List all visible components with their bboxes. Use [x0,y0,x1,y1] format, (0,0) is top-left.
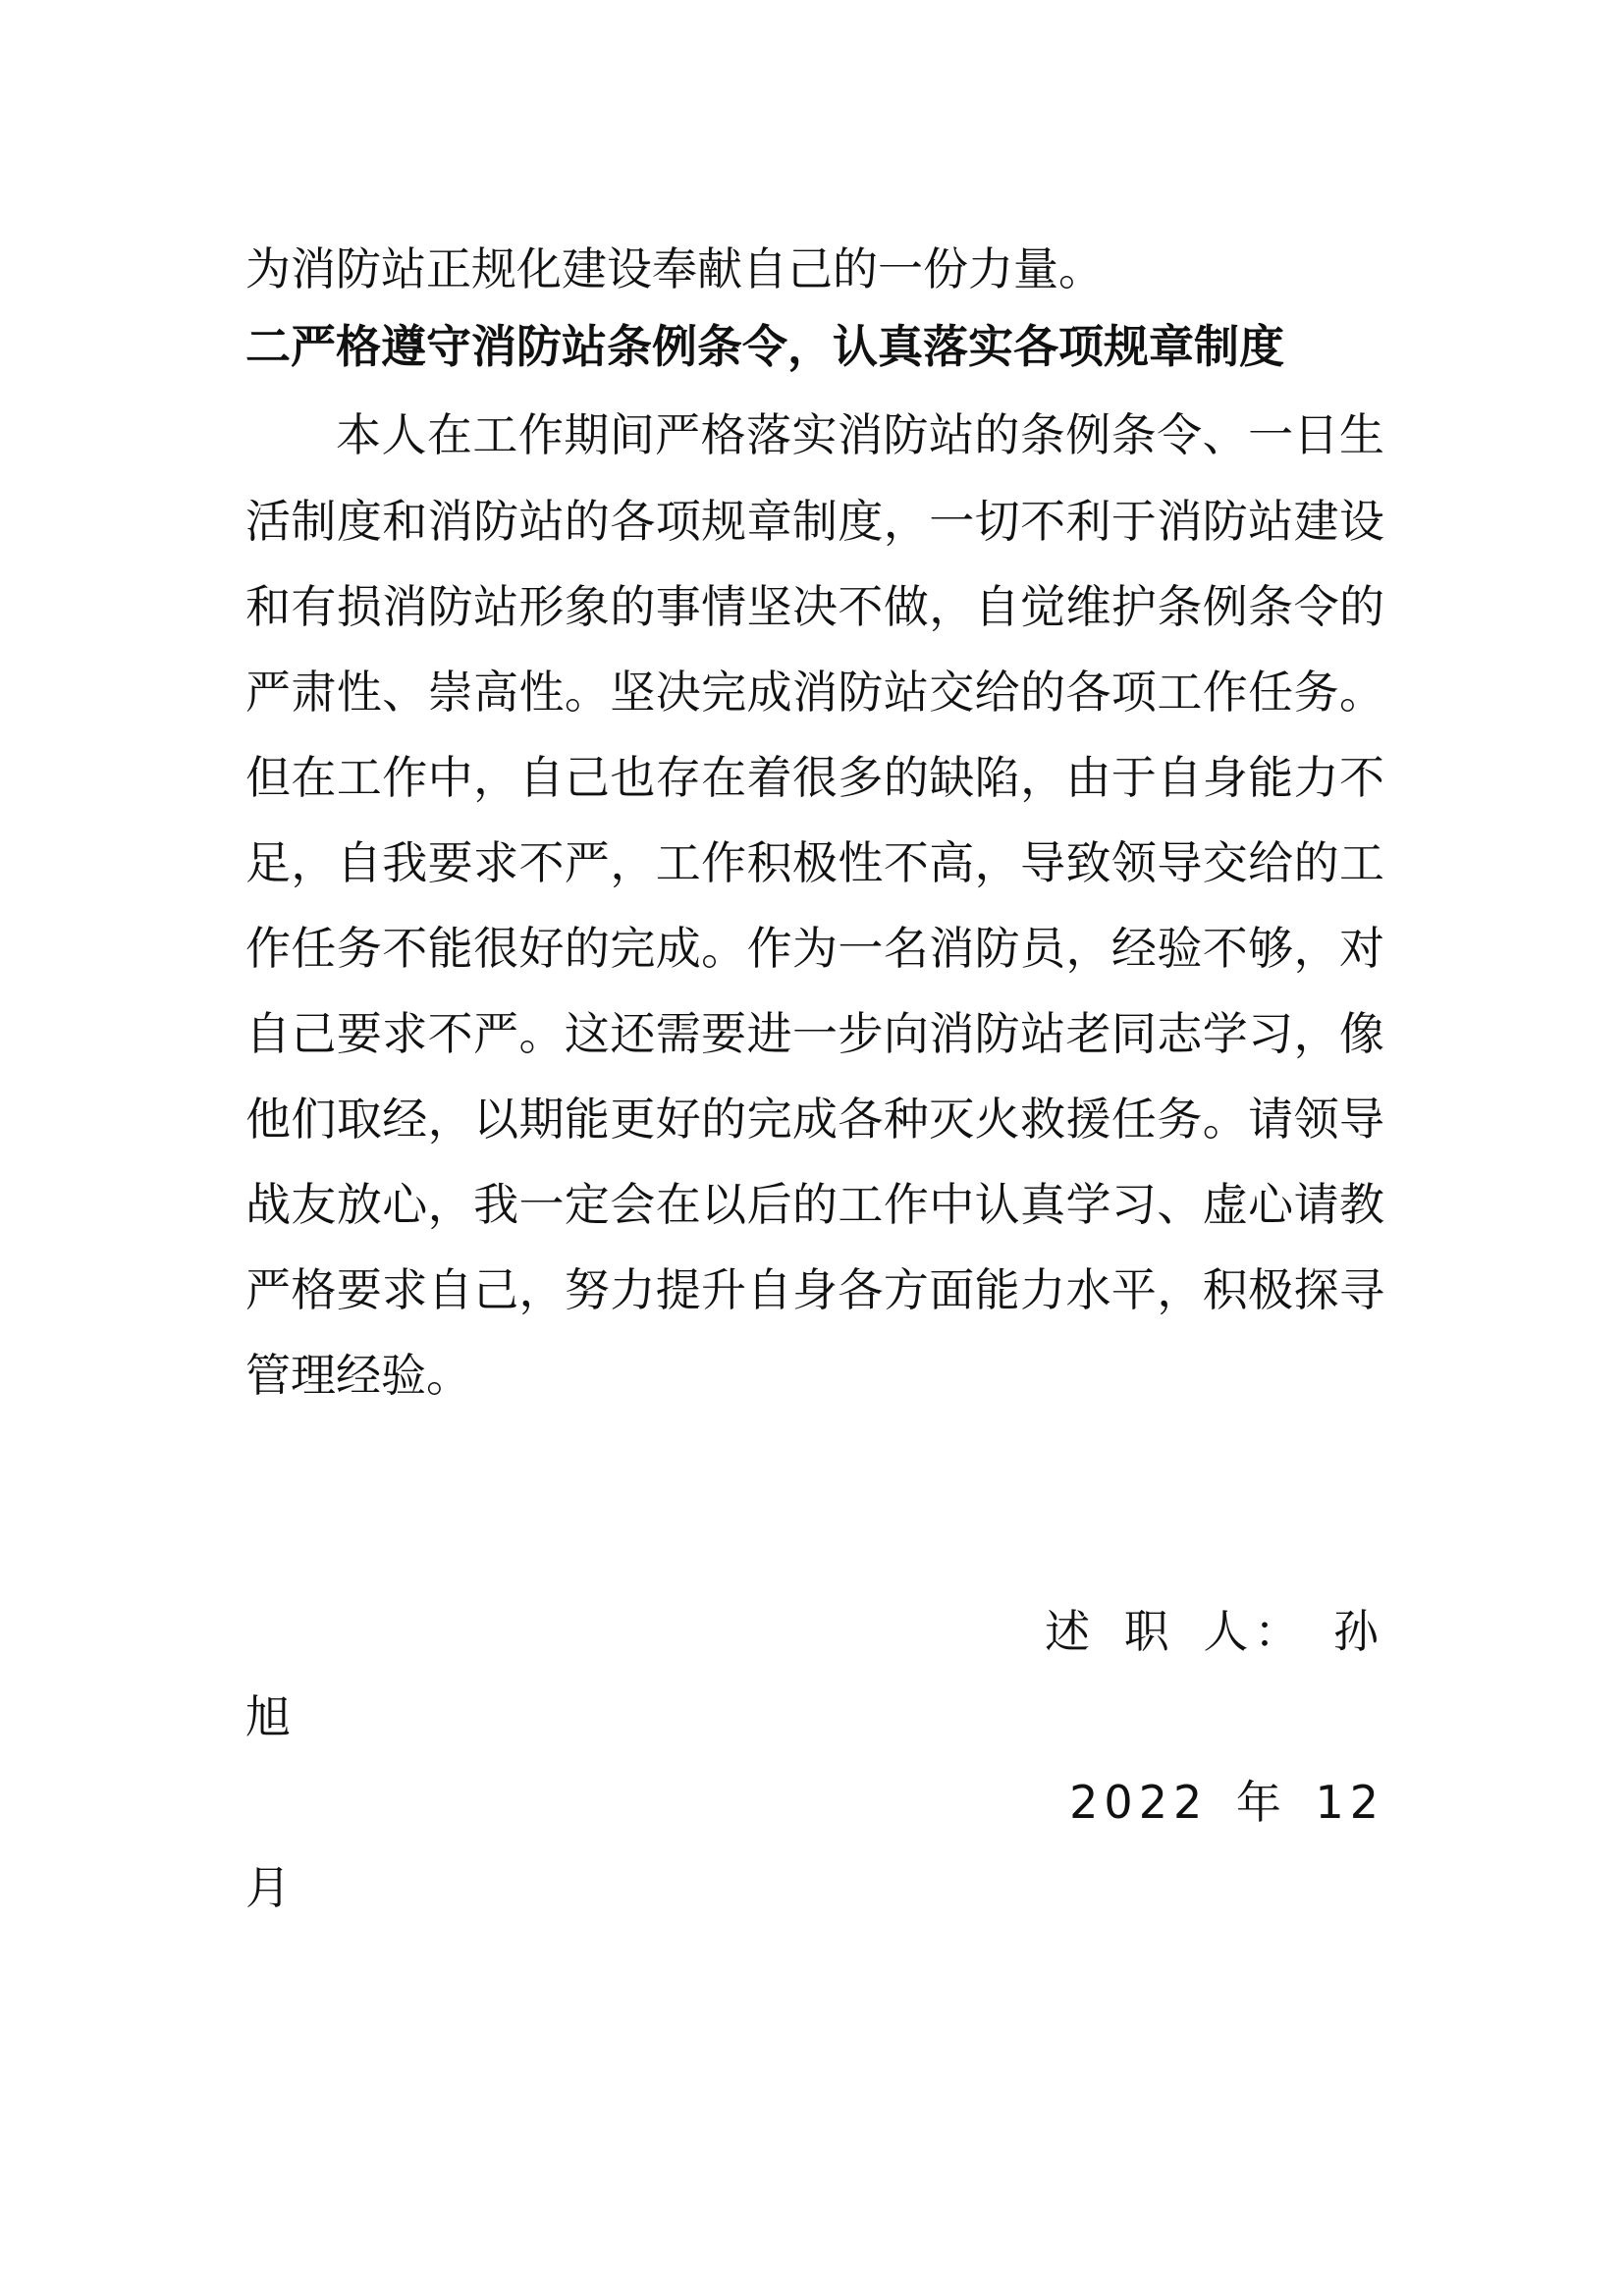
body-line: 自己要求不严。这还需要进一步向消防站老同志学习，像 [245,1007,1384,1060]
body-line: 但在工作中，自己也存在着很多的缺陷，由于自身能力不 [245,751,1384,804]
body-line: 严格要求自己，努力提升自身各方面能力水平，积极探寻 [245,1263,1384,1316]
body-line: 作任务不能很好的完成。作为一名消防员，经验不够，对 [245,922,1384,975]
body-line: 本人在工作期间严格落实消防站的条例条令、一日生 [336,408,1384,461]
body-line: 战友放心，我一定会在以后的工作中认真学习、虚心请教 [245,1178,1384,1231]
body-line: 他们取经，以期能更好的完成各种灭火救援任务。请领导 [245,1093,1384,1146]
signature-name-tail: 旭 [245,1690,291,1743]
paragraph-tail: 为消防站正规化建设奉献自己的一份力量。 [245,242,1104,295]
signature-date-tail: 月 [245,1861,291,1914]
body-line: 活制度和消防站的各项规章制度，一切不利于消防站建设 [245,495,1384,548]
body-line-last: 管理经验。 [245,1349,471,1402]
body-line: 严肃性、崇高性。坚决完成消防站交给的各项工作任务。 [245,666,1384,719]
section-heading: 二严格遵守消防站条例条令，认真落实各项规章制度 [245,320,1284,373]
body-line: 和有损消防站形象的事情坚决不做，自觉维护条例条令的 [245,580,1384,633]
signature-date: 2022 年 12 [1069,1776,1384,1829]
signature-label: 述 职 人： 孙 [1045,1605,1384,1658]
body-line: 足，自我要求不严，工作积极性不高，导致领导交给的工 [245,836,1384,889]
